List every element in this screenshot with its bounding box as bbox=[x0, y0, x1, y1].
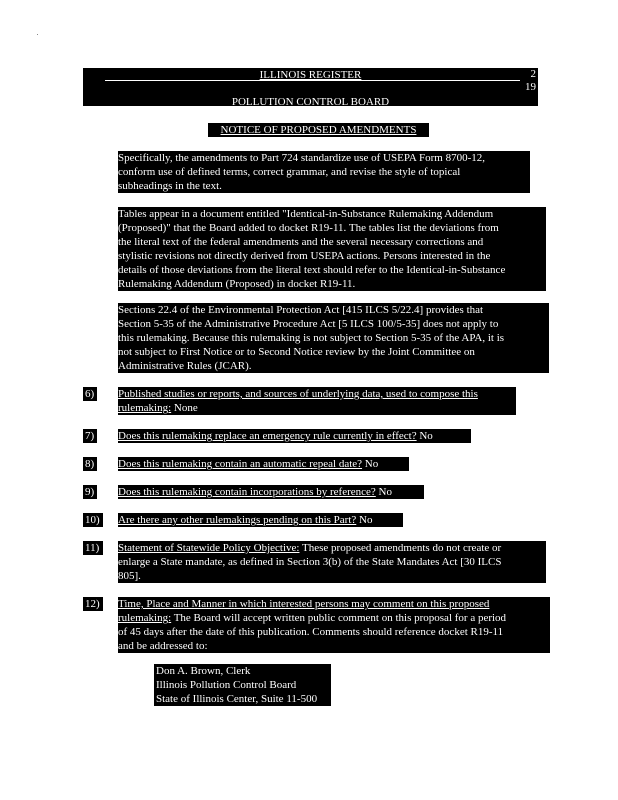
item-number: 12) bbox=[83, 597, 103, 611]
register-title: ILLINOIS REGISTER bbox=[259, 69, 362, 81]
register-header bbox=[83, 68, 538, 106]
paragraph-line: Sections 22.4 of the Environmental Protection Act [415 ILCS 5/22.4] provides that bbox=[118, 304, 484, 316]
item-6 bbox=[118, 387, 516, 415]
item-12 bbox=[118, 597, 550, 653]
address-line: Don A. Brown, Clerk bbox=[156, 665, 251, 677]
paragraph-line: not subject to First Notice or to Second Notice review by the Joint Committee on bbox=[118, 346, 475, 358]
item-answer: The Board will accept written public comment on this proposal for a period bbox=[171, 612, 507, 624]
item-number: 6) bbox=[83, 387, 97, 401]
item-continuation: enlarge a State mandate, as defined in Section 3(b) of the State Mandates Act [30 ILCS bbox=[118, 556, 502, 568]
agency-name: POLLUTION CONTROL BOARD bbox=[231, 96, 390, 108]
address-line: Illinois Pollution Control Board bbox=[156, 679, 297, 691]
item-heading: Does this rulemaking contain an automatic repeal date? bbox=[118, 458, 363, 470]
item-heading: Are there any other rulemakings pending on this Part? bbox=[118, 514, 357, 526]
paragraph-line: this rulemaking. Because this rulemaking is not subject to Section 5-35 of the APA, it is bbox=[118, 332, 505, 344]
item-heading: Does this rulemaking replace an emergency rule currently in effect? bbox=[118, 430, 417, 442]
item-answer: No bbox=[356, 514, 373, 526]
item-continuation: 805]. bbox=[118, 570, 141, 582]
paragraph-line: (Proposed)" that the Board added to docket R19-11. The tables list the deviations from bbox=[118, 222, 499, 234]
paragraph-line: Rulemaking Addendum (Proposed) in docket R19-11. bbox=[118, 278, 356, 290]
item-7 bbox=[118, 429, 471, 443]
paragraph-section-applicability bbox=[118, 303, 549, 373]
item-continuation: of 45 days after the date of this publication. Comments should reference docket R19-11 bbox=[118, 626, 504, 638]
paragraph-tables bbox=[118, 207, 546, 291]
paragraph-amendments-summary bbox=[118, 151, 530, 193]
item-answer: No bbox=[375, 486, 392, 498]
item-continuation: and be addressed to: bbox=[118, 640, 208, 652]
paragraph-line: stylistic revisions not directly derived from USEPA actions. Persons interested in the bbox=[118, 250, 491, 262]
item-heading: Statement of Statewide Policy Objective: bbox=[118, 542, 300, 554]
item-answer: None bbox=[171, 402, 198, 414]
item-number: 10) bbox=[83, 513, 103, 527]
clerk-address bbox=[154, 664, 331, 706]
paragraph-line: details of those deviations from the literal text should refer to the Identical-in-Substance bbox=[118, 264, 506, 276]
paragraph-line: Tables appear in a document entitled "Identical-in-Substance Rulemaking Addendum bbox=[118, 208, 494, 220]
item-heading-cont: rulemaking: bbox=[118, 612, 172, 624]
item-heading: Does this rulemaking contain incorporations by reference? bbox=[118, 486, 376, 498]
header-rule bbox=[105, 80, 520, 81]
paragraph-line: Administrative Rules (JCAR). bbox=[118, 360, 252, 372]
paragraph-line: Specifically, the amendments to Part 724 standardize use of USEPA Form 8700-12, bbox=[118, 152, 486, 164]
item-heading: Published studies or reports, and sources of underlying data, used to compose this bbox=[118, 388, 478, 400]
paragraph-line: subheadings in the text. bbox=[118, 180, 222, 192]
item-11 bbox=[118, 541, 546, 583]
item-answer: No bbox=[416, 430, 433, 442]
item-8 bbox=[118, 457, 409, 471]
year-suffix: 19 bbox=[525, 81, 536, 93]
address-line: State of Illinois Center, Suite 11-500 bbox=[156, 693, 318, 705]
item-number: 11) bbox=[83, 541, 103, 555]
item-answer: No bbox=[362, 458, 379, 470]
item-number: 8) bbox=[83, 457, 97, 471]
paragraph-line: conform use of defined terms, correct grammar, and revise the style of topical bbox=[118, 166, 461, 178]
item-heading-cont: rulemaking: bbox=[118, 402, 172, 414]
item-heading: Time, Place and Manner in which interested persons may comment on this proposed bbox=[118, 598, 490, 610]
page-number: 2 bbox=[530, 68, 536, 80]
paragraph-line: the literal text of the federal amendments and the several necessary corrections and bbox=[118, 236, 484, 248]
item-number: 9) bbox=[83, 485, 97, 499]
page-number-block bbox=[525, 68, 536, 94]
paragraph-line: Section 5-35 of the Administrative Procedure Act [5 ILCS 100/5-35] does not apply to bbox=[118, 318, 499, 330]
item-answer: These proposed amendments do not create or bbox=[299, 542, 502, 554]
scan-speck bbox=[37, 34, 38, 35]
item-10 bbox=[118, 513, 403, 527]
item-9 bbox=[118, 485, 424, 499]
item-number: 7) bbox=[83, 429, 97, 443]
notice-title: NOTICE OF PROPOSED AMENDMENTS bbox=[208, 123, 429, 137]
